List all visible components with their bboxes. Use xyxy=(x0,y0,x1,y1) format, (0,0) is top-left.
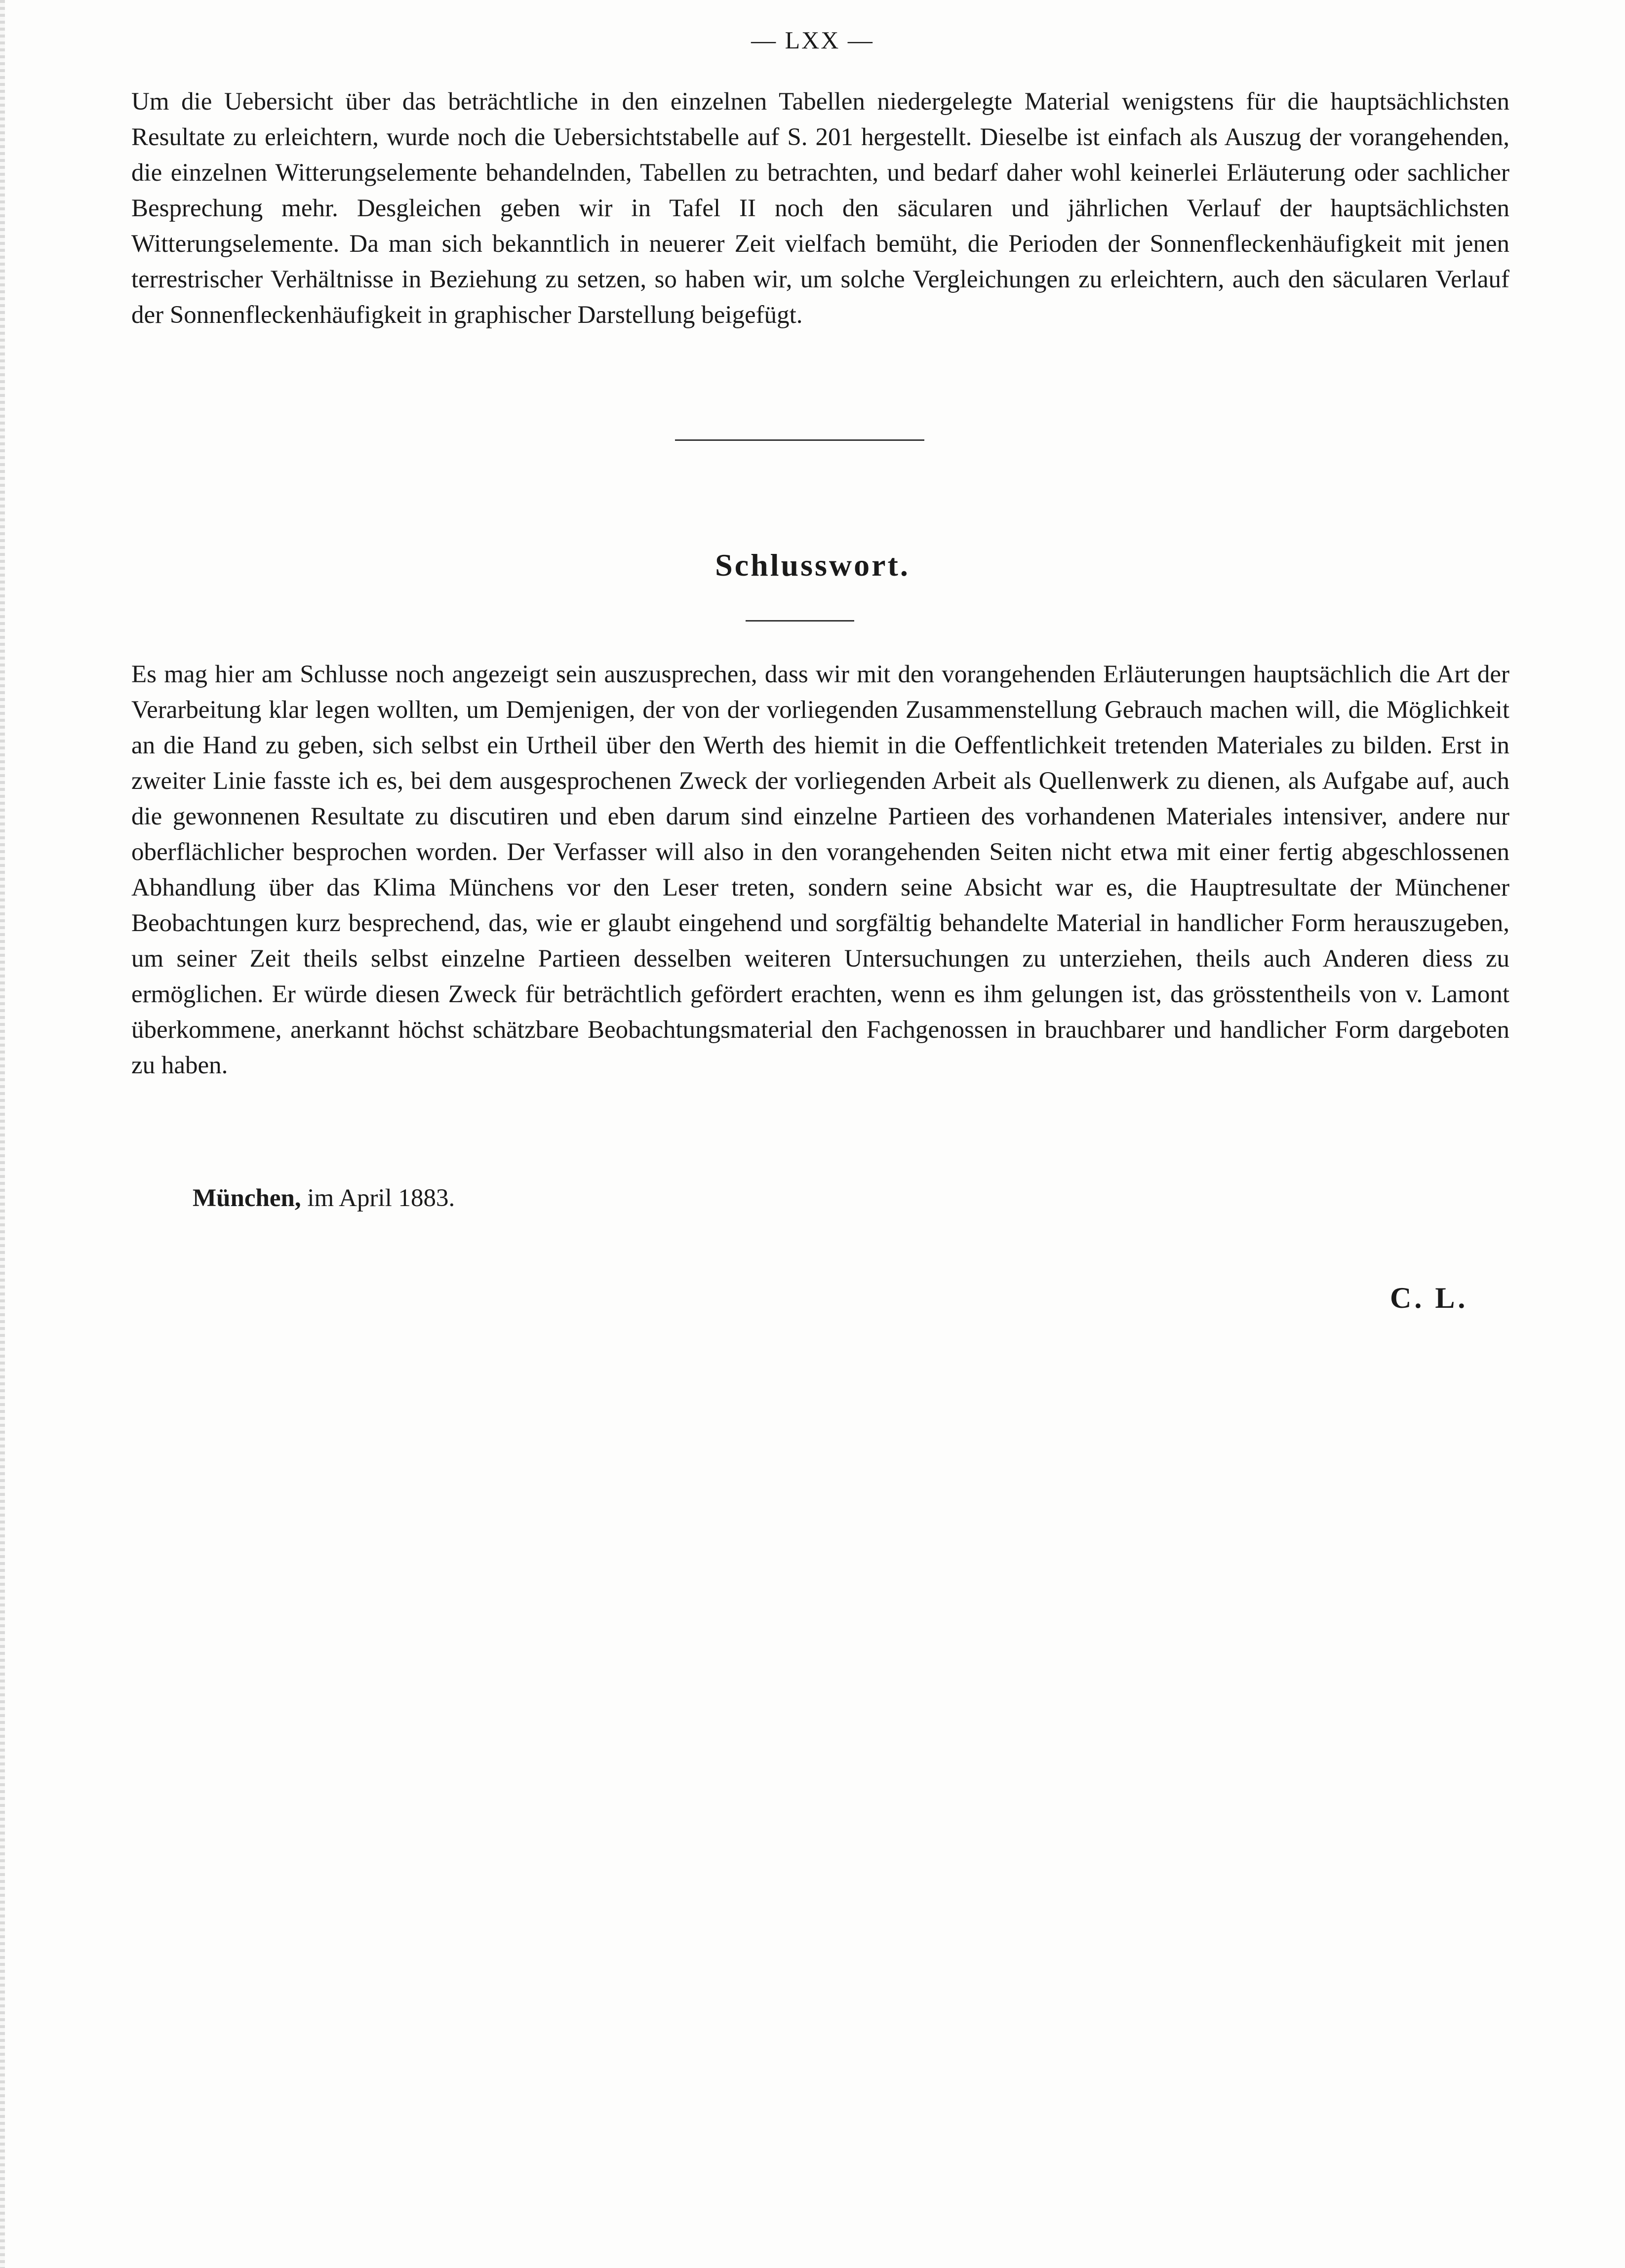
place: München, xyxy=(193,1184,301,1212)
section-title: Schlusswort. xyxy=(715,547,910,583)
page-number: — LXX — xyxy=(751,26,874,54)
section-divider xyxy=(675,439,924,441)
signature-initials: C. L. xyxy=(1390,1282,1468,1314)
intro-paragraph: Um die Uebersicht über das beträchtliche in den einzelnen Tabellen niedergelegte Material wenigstens für die hauptsächlichsten Resultate zu erleichtern, wurde noch die Uebersichtstabelle auf S. 201 hergestellt. Dieselbe ist einfach als Auszug der vorangehenden, die einzelnen Witterungselemente behandelnden, Tabellen zu betrachten, und bedarf daher wohl keinerlei Erläuterung oder sachlicher Besprechung mehr. Desgleichen geben wir in Tafel II noch den säcularen und jährlichen Verlauf der hauptsächlichsten Witterungselemente. Da man sich bekanntlich in neuerer Zeit vielfach bemüht, die Perioden der Sonnenfleckenhäufigkeit mit jenen terrestrischer Verhältnisse in Beziehung zu setzen, so haben wir, um solche Vergleichungen zu erleichtern, auch den säcularen Verlauf der Sonnenfleckenhäufigkeit in graphischer Darstellung beigefügt. xyxy=(131,88,1509,329)
place-date-line xyxy=(193,1184,455,1212)
closing-paragraph: Es mag hier am Schlusse noch angezeigt sein auszusprechen, dass wir mit den vorangehenden Erläuterungen hauptsächlich die Art der Verarbeitung klar legen wollten, um Demjenigen, der von der vorliegenden Zusammenstellung Gebrauch machen will, die Möglichkeit an die Hand zu geben, sich selbst ein Urtheil über den Werth des hiemit in die Oeffentlichkeit tretenden Materiales zu bilden. Erst in zweiter Linie fasste ich es, bei dem ausgesprochenen Zweck der vorliegenden Arbeit als Quellenwerk zu dienen, als Aufgabe auf, auch die gewonnenen Resultate zu discutiren und eben darum sind einzelne Partieen des vorhandenen Materiales intensiver, andere nur oberflächlicher besprochen worden. Der Verfasser will also in den vorangehenden Seiten nicht etwa mit einer fertig abgeschlossenen Abhandlung über das Klima Münchens vor den Leser treten, sondern seine Absicht war es, die Hauptresultate der Münchener Beobachtungen kurz besprechend, das, wie er glaubt eingehend und sorgfältig behandelte Material in handlicher Form herauszugeben, um seiner Zeit theils selbst einzelne Partieen desselben weiteren Untersuchungen zu unterziehen, theils auch Anderen diess zu ermöglichen. Er würde diesen Zweck für beträchtlich gefördert erachten, wenn es ihm gelungen ist, das grösstentheils von v. Lamont überkommene, anerkannt höchst schätzbare Beobachtungsmaterial den Fachgenossen in brauchbarer und handlicher Form dargeboten zu haben. xyxy=(131,661,1509,1079)
scan-edge xyxy=(0,0,5,2268)
title-underline xyxy=(746,620,854,622)
date: im April 1883. xyxy=(307,1184,455,1212)
